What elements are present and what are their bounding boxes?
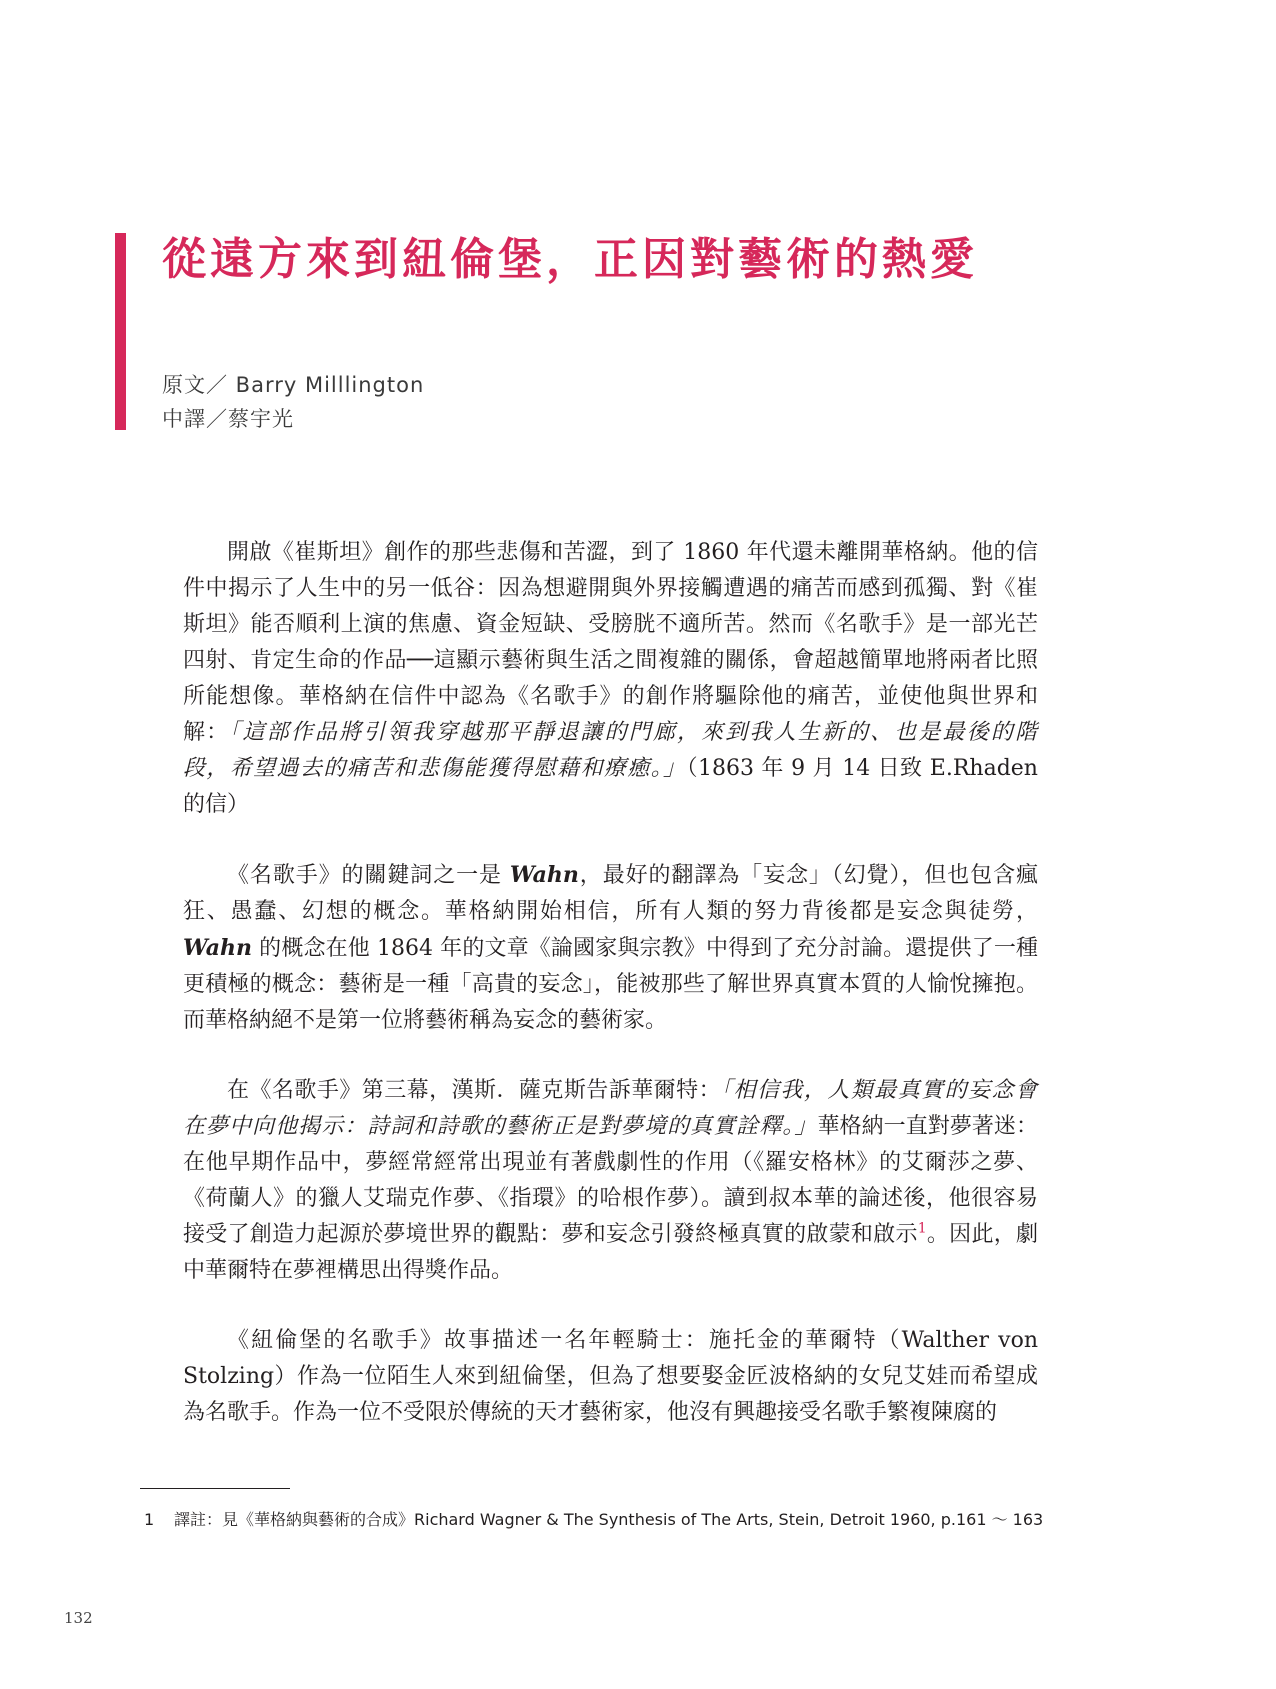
paragraph-3 [183, 1073, 1038, 1289]
term-wahn: Wahn [183, 935, 253, 961]
footnote [144, 1507, 1144, 1530]
footnote-divider [140, 1488, 290, 1489]
accent-bar [115, 233, 126, 430]
footnote-reference[interactable]: 1 [917, 1220, 927, 1237]
paragraph-1 [183, 535, 1038, 823]
paragraph-text: 《紐倫堡的名歌手》故事描述一名年輕騎士：施托金的華爾特（Walther von Stolzing）作為一位陌生人來到紐倫堡，但為了想要娶金匠波格納的女兒艾娃而希望成為名歌手。作為一位不受限於傳統的天才藝術家，他沒有興趣接受名歌手繁複陳腐的 [183, 1328, 1038, 1425]
block-quote: 「這部作品將引領我穿越那平靜退讓的門廊，來到我人生新的、也是最後的階段，希望過去的痛苦和悲傷能獲得慰藉和療癒。」 [183, 720, 1038, 781]
paragraph-text: 《名歌手》的關鍵詞之一是 [227, 863, 510, 888]
original-author: 原文／ Barry Milllington [162, 373, 425, 397]
article-body [183, 535, 1038, 1465]
block-quote: 「相信我，人類最真實的妄念會在夢中向他揭示：詩詞和詩歌的藝術正是對夢境的真實詮釋。」 [183, 1078, 1038, 1139]
paragraph-text: 的概念在他 1864 年的文章《論國家與宗教》中得到了充分討論。還提供了一種更積極的概念：藝術是一種「高貴的妄念」，能被那些了解世界真實本質的人愉悅擁抱。而華格納絕不是第一位將藝術稱為妄念的藝術家。 [183, 936, 1038, 1033]
footnote-number: 1 [144, 1510, 155, 1529]
article-title: 從遠方來到紐倫堡，正因對藝術的熱愛 [162, 234, 978, 285]
page-number: 132 [64, 1609, 93, 1627]
credits [162, 368, 424, 436]
citation: （1863 年 9 月 14 日致 E.Rhaden 的信） [183, 756, 1038, 817]
paragraph-text: 在《名歌手》第三幕，漢斯．薩克斯告訴華爾特： [227, 1078, 722, 1103]
paragraph-text: 。因此，劇中華爾特在夢裡構思出得獎作品。 [183, 1222, 1038, 1283]
paragraph-text: ，最好的翻譯為「妄念」（幻覺），但也包含瘋狂、愚蠢、幻想的概念。華格納開始相信，所有人類的努力背後都是妄念與徒勞， [183, 863, 1038, 924]
paragraph-text: 華格納一直對夢著迷：在他早期作品中，夢經常經常出現並有著戲劇性的作用（《羅安格林》的艾爾莎之夢、《荷蘭人》的獵人艾瑞克作夢、《指環》的哈根作夢）。讀到叔本華的論述後，他很容易接受了創造力起源於夢境世界的觀點：夢和妄念引發終極真實的啟蒙和啟示 [183, 1114, 1038, 1247]
paragraph-text: 開啟《崔斯坦》創作的那些悲傷和苦澀，到了 1860 年代還未離開華格納。他的信件中揭示了人生中的另一低谷：因為想避開與外界接觸遭遇的痛苦而感到孤獨、對《崔斯坦》能否順利上演的焦慮、資金短缺、受膀胱不適所苦。然而《名歌手》是一部光芒四射、肯定生命的作品──這顯示藝術與生活之間複雜的關係，會超越簡單地將兩者比照所能想像。華格納在信件中認為《名歌手》的創作將驅除他的痛苦，並使他與世界和解： [183, 540, 1038, 745]
footnote-text: 譯註：見《華格納與藝術的合成》Richard Wagner & The Synthesis of The Arts, Stein, Detroit 1960, p.161 ～ 163 [174, 1510, 1044, 1529]
translator: 中譯／蔡宇光 [162, 407, 294, 431]
term-wahn: Wahn [509, 862, 579, 888]
paragraph-4 [183, 1323, 1038, 1431]
paragraph-2 [183, 857, 1038, 1039]
